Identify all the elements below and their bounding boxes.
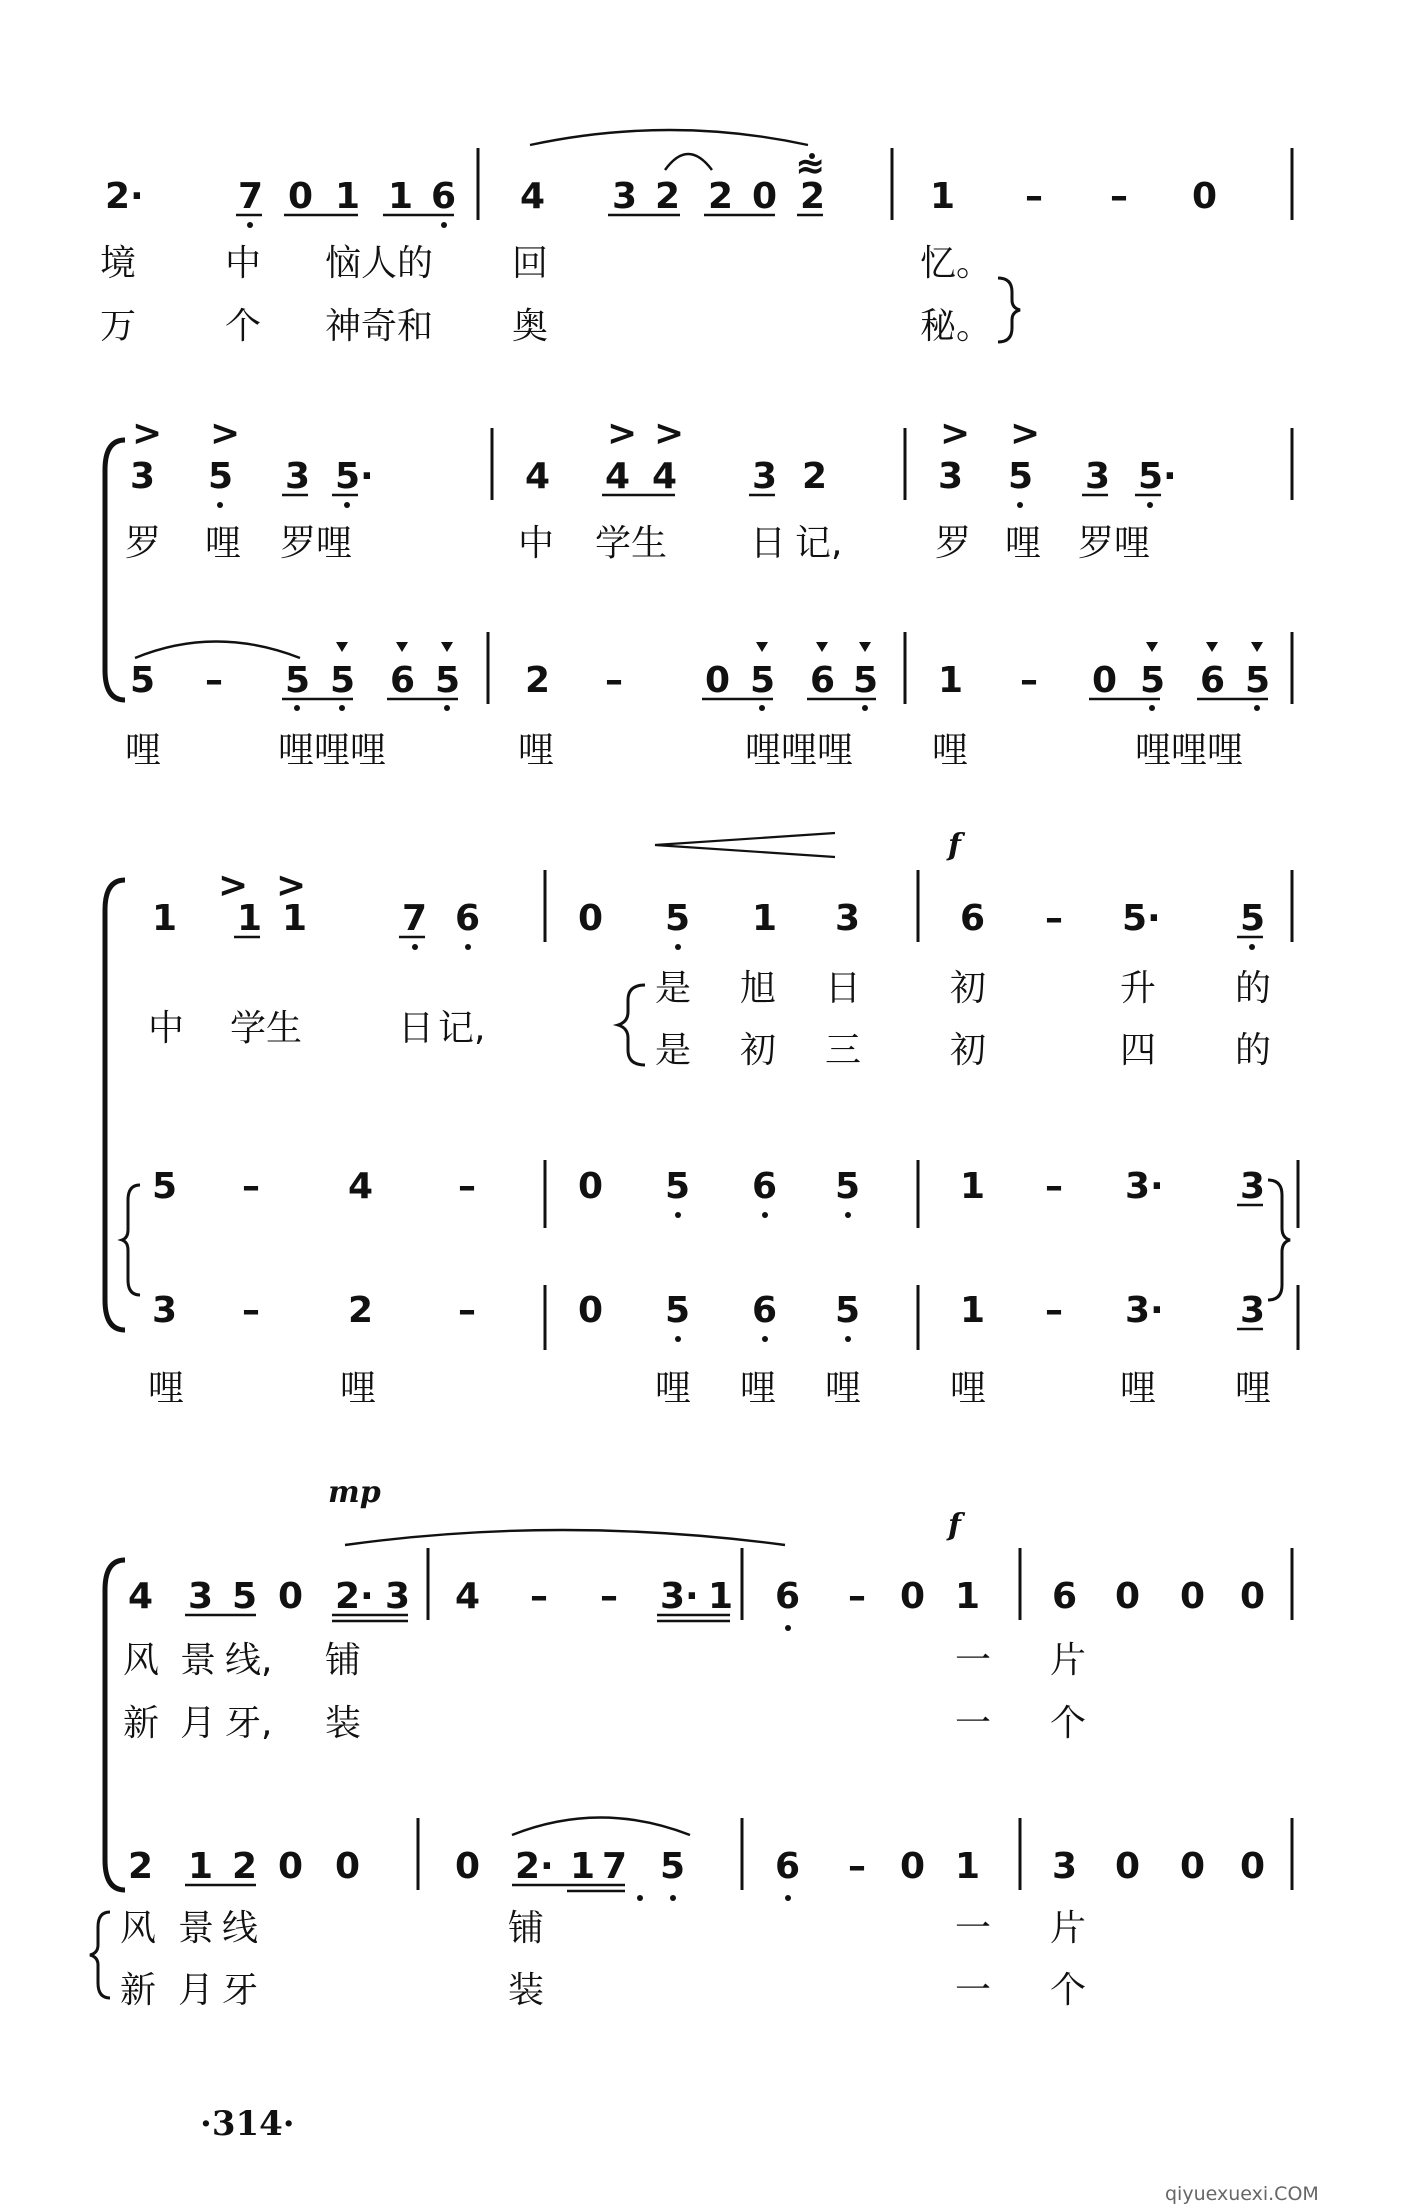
system-4-upper-notes <box>128 1576 1265 1617</box>
brace <box>1268 1180 1290 1300</box>
lyric: 片 <box>1050 1908 1087 1949</box>
note: 0 <box>1240 1576 1266 1617</box>
note: 1 <box>237 898 263 939</box>
tie-mark: ≈ <box>795 146 826 187</box>
lyric: 线, <box>225 1640 273 1681</box>
lyric: 个 <box>1050 1970 1087 2011</box>
note: 5 <box>130 660 156 701</box>
dynamic-mp: mp <box>328 1475 381 1510</box>
lyric: 旭 <box>740 968 777 1009</box>
note: 5 <box>1240 898 1266 939</box>
note: 4 <box>348 1166 374 1207</box>
lyric: 新 <box>120 1970 157 2011</box>
accent-mark: > <box>218 865 249 906</box>
lyric: 初 <box>950 1030 987 1071</box>
note: 0 <box>900 1846 926 1887</box>
system-4 <box>90 1475 1292 2011</box>
note: 0 <box>1192 176 1218 217</box>
note: 3 <box>938 456 964 497</box>
note: 6 <box>455 898 481 939</box>
brace <box>618 985 645 1065</box>
lyric: 神奇和 <box>325 306 434 347</box>
lyric: 恼人的 <box>325 243 434 284</box>
lyric: 哩哩哩 <box>745 730 854 771</box>
note: 2· <box>515 1846 554 1887</box>
note: 5 <box>232 1576 258 1617</box>
accent-mark: > <box>654 413 685 454</box>
note: 4 <box>652 456 678 497</box>
lyric: 装 <box>325 1703 362 1744</box>
lyric: 哩 <box>950 1368 987 1409</box>
note: 5 <box>152 1166 178 1207</box>
system-3-upper-notes <box>152 898 1265 939</box>
lyric: 哩 <box>1120 1368 1157 1409</box>
lyric: 风 <box>123 1640 160 1681</box>
note: 1 <box>335 176 361 217</box>
accent-mark: > <box>1010 413 1041 454</box>
lyric: 哩 <box>655 1368 692 1409</box>
system-2-lower-notes <box>130 660 1270 701</box>
system-4-lower-lyrics <box>120 1908 1086 2011</box>
note: 3 <box>1085 456 1111 497</box>
note: – <box>848 1846 866 1887</box>
lyric: 日 <box>750 523 787 564</box>
note: 3 <box>1240 1166 1266 1207</box>
note: 1 <box>388 176 414 217</box>
system-1-notes <box>105 176 1217 217</box>
note: 3 <box>130 456 156 497</box>
system-3-lower-notes <box>152 1290 1265 1331</box>
note: 3 <box>385 1576 411 1617</box>
lyric: 装 <box>508 1970 545 2011</box>
note: – <box>1045 1166 1063 1207</box>
note: – <box>458 1166 476 1207</box>
lyric: 哩 <box>125 730 162 771</box>
note: 0 <box>705 660 731 701</box>
crescendo-hairpin <box>655 833 835 857</box>
note: – <box>205 660 223 701</box>
note: 0 <box>1092 660 1118 701</box>
lyric: 记, <box>795 523 843 564</box>
note: 0 <box>578 1290 604 1331</box>
note: 6 <box>431 176 457 217</box>
lyric: 奥 <box>512 306 549 347</box>
note: 0 <box>752 176 778 217</box>
note: 5 <box>1008 456 1034 497</box>
brace <box>998 278 1020 342</box>
note: 7 <box>602 1846 628 1887</box>
note: 2 <box>348 1290 374 1331</box>
note: 1 <box>960 1166 986 1207</box>
note: – <box>1045 1290 1063 1331</box>
lyric: 罗 <box>935 523 972 564</box>
system-2-upper-lyrics <box>125 523 1150 564</box>
lyric: 秘。 <box>920 306 993 347</box>
note: 5 <box>1140 660 1166 701</box>
lyric: 景 <box>180 1640 217 1681</box>
note: 5· <box>335 456 374 497</box>
lyric: 日 <box>825 968 862 1009</box>
note: 5 <box>208 456 234 497</box>
note: 6 <box>775 1846 801 1887</box>
lyric: 哩哩哩 <box>1135 730 1244 771</box>
lyric: 四 <box>1120 1030 1157 1071</box>
note: 0 <box>278 1576 304 1617</box>
system-bracket <box>105 880 125 1330</box>
accent-mark: > <box>132 413 163 454</box>
lyric: 牙, <box>225 1703 273 1744</box>
note: 0 <box>1115 1846 1141 1887</box>
note: 5 <box>835 1166 861 1207</box>
system-bracket <box>105 1560 125 1890</box>
note: 6 <box>752 1166 778 1207</box>
lyric: 是 <box>655 1030 692 1071</box>
lyric: 个 <box>225 306 262 347</box>
note: 0 <box>1180 1846 1206 1887</box>
lyric: 月 <box>180 1703 217 1744</box>
note: 5 <box>853 660 879 701</box>
lyric: 一 <box>955 1640 992 1681</box>
note: 2· <box>105 176 144 217</box>
lyric: 一 <box>955 1703 992 1744</box>
note: – <box>848 1576 866 1617</box>
note: 3 <box>152 1290 178 1331</box>
lyric: 罗哩 <box>1078 523 1151 564</box>
note: 5 <box>665 898 691 939</box>
note: 7 <box>238 176 264 217</box>
lyric: 的 <box>1235 1030 1272 1071</box>
lyric: 万 <box>100 306 137 347</box>
note: 0 <box>278 1846 304 1887</box>
lyric: 个 <box>1050 1703 1087 1744</box>
note: 3 <box>1052 1846 1078 1887</box>
note: 3 <box>1240 1290 1266 1331</box>
note: – <box>1020 660 1038 701</box>
note: 4 <box>128 1576 154 1617</box>
note: 6 <box>960 898 986 939</box>
note: 6 <box>752 1290 778 1331</box>
note: 5 <box>660 1846 686 1887</box>
accent-mark: > <box>607 413 638 454</box>
lyric: 线 <box>222 1908 259 1949</box>
lyric: 中 <box>148 1008 185 1049</box>
system-3-middle-notes <box>152 1166 1265 1207</box>
note: 1 <box>955 1576 981 1617</box>
note: – <box>530 1576 548 1617</box>
lyric: 初 <box>740 1030 777 1071</box>
lyric: 哩 <box>340 1368 377 1409</box>
note: 0 <box>1180 1576 1206 1617</box>
note: 0 <box>900 1576 926 1617</box>
system-3-lower-lyrics <box>148 1368 1271 1409</box>
dynamic-f: f <box>948 828 961 863</box>
lyric: 中 <box>225 243 262 284</box>
lyric: 铺 <box>508 1908 545 1949</box>
note: 5· <box>1122 898 1161 939</box>
note: 0 <box>288 176 314 217</box>
lyric: 中 <box>518 523 555 564</box>
note: 2 <box>232 1846 258 1887</box>
note: 1 <box>960 1290 986 1331</box>
lyric: 初 <box>950 968 987 1009</box>
note: 2· <box>335 1576 374 1617</box>
lyric: 景 <box>178 1908 215 1949</box>
lyric: 哩 <box>932 730 969 771</box>
system-2 <box>105 413 1292 771</box>
system-4-upper-lyrics <box>123 1640 1086 1744</box>
page-number: ·314· <box>200 2104 295 2144</box>
note: 3 <box>285 456 311 497</box>
lyric: 牙 <box>222 1970 259 2011</box>
note: 5 <box>285 660 311 701</box>
note: 1 <box>955 1846 981 1887</box>
note: 5 <box>1245 660 1271 701</box>
system-2-lower-lyrics <box>125 730 1243 771</box>
note: 5 <box>330 660 356 701</box>
note: 3 <box>188 1576 214 1617</box>
note: 3 <box>752 456 778 497</box>
note: 1 <box>152 898 178 939</box>
note: – <box>242 1290 260 1331</box>
brace <box>122 1185 140 1295</box>
accent-mark: > <box>276 865 307 906</box>
note: 5· <box>1138 456 1177 497</box>
lyric: 哩 <box>740 1368 777 1409</box>
note: 3· <box>1125 1290 1164 1331</box>
note: 6 <box>1052 1576 1078 1617</box>
lyric: 风 <box>120 1908 157 1949</box>
note: 1 <box>570 1846 596 1887</box>
note: 0 <box>335 1846 361 1887</box>
note: 1 <box>282 898 308 939</box>
lyric: 学生 <box>595 523 668 564</box>
system-1 <box>100 130 1292 347</box>
lyric: 片 <box>1050 1640 1087 1681</box>
note: 5 <box>750 660 776 701</box>
accent-mark: > <box>940 413 971 454</box>
note: – <box>1045 898 1063 939</box>
lyric: 哩 <box>1235 1368 1272 1409</box>
lyric: 升 <box>1120 968 1157 1009</box>
lyric: 罗哩 <box>280 523 353 564</box>
lyric: 罗 <box>125 523 162 564</box>
system-3-upper-lyrics <box>148 968 1271 1071</box>
lyric: 回 <box>512 243 549 284</box>
lyric: 三 <box>825 1030 862 1071</box>
note: 6 <box>390 660 416 701</box>
watermark: qiyuexuexi.COM <box>1165 2183 1319 2205</box>
system-bracket <box>105 440 125 700</box>
note: 6 <box>1200 660 1226 701</box>
note: 0 <box>578 898 604 939</box>
brace <box>90 1912 110 1998</box>
note: 1 <box>930 176 956 217</box>
system-1-lyrics <box>100 243 992 347</box>
note: 5 <box>835 1290 861 1331</box>
lyric: 是 <box>655 968 692 1009</box>
lyric: 一 <box>955 1908 992 1949</box>
lyric: 哩 <box>1005 523 1042 564</box>
note: 6 <box>775 1576 801 1617</box>
note: 2 <box>655 176 681 217</box>
note: 2 <box>800 176 826 217</box>
note: – <box>458 1290 476 1331</box>
note: 1 <box>752 898 778 939</box>
system-3 <box>105 828 1298 1409</box>
system-2-upper-notes <box>130 456 1177 497</box>
note: 2 <box>128 1846 154 1887</box>
note: – <box>1025 176 1043 217</box>
note: – <box>600 1576 618 1617</box>
lyric: 铺 <box>325 1640 362 1681</box>
lyric: 的 <box>1235 968 1272 1009</box>
lyric: 新 <box>123 1703 160 1744</box>
note: 0 <box>578 1166 604 1207</box>
note: 3· <box>660 1576 699 1617</box>
note: 0 <box>1240 1846 1266 1887</box>
note: 1 <box>938 660 964 701</box>
accent-mark: > <box>210 413 241 454</box>
lyric: 学生 <box>230 1008 303 1049</box>
note: 4 <box>605 456 631 497</box>
dynamic-f: f <box>948 1508 961 1543</box>
note: 3 <box>612 176 638 217</box>
note: 6 <box>810 660 836 701</box>
note: 2 <box>708 176 734 217</box>
note: 1 <box>708 1576 734 1617</box>
note: 5 <box>435 660 461 701</box>
lyric: 一 <box>955 1970 992 2011</box>
note: 1 <box>188 1846 214 1887</box>
note: – <box>1110 176 1128 217</box>
lyric: 境 <box>100 243 137 284</box>
note: 4 <box>455 1576 481 1617</box>
note: – <box>242 1166 260 1207</box>
note: 2 <box>802 456 828 497</box>
note: 5 <box>665 1290 691 1331</box>
lyric: 哩哩哩 <box>278 730 387 771</box>
lyric: 哩 <box>825 1368 862 1409</box>
note: 0 <box>1115 1576 1141 1617</box>
note: 3 <box>835 898 861 939</box>
lyric: 哩 <box>518 730 555 771</box>
note: – <box>605 660 623 701</box>
note: 7 <box>402 898 428 939</box>
note: 3· <box>1125 1166 1164 1207</box>
note: 4 <box>520 176 546 217</box>
lyric: 哩 <box>148 1368 185 1409</box>
note: 0 <box>455 1846 481 1887</box>
lyric: 忆。 <box>920 243 993 284</box>
lyric: 日 <box>398 1008 435 1049</box>
lyric: 记, <box>438 1008 486 1049</box>
note: 5 <box>665 1166 691 1207</box>
note: 2 <box>525 660 551 701</box>
lyric: 哩 <box>205 523 242 564</box>
note: 4 <box>525 456 551 497</box>
system-4-lower-notes <box>128 1846 1265 1887</box>
lyric: 月 <box>178 1970 215 2011</box>
